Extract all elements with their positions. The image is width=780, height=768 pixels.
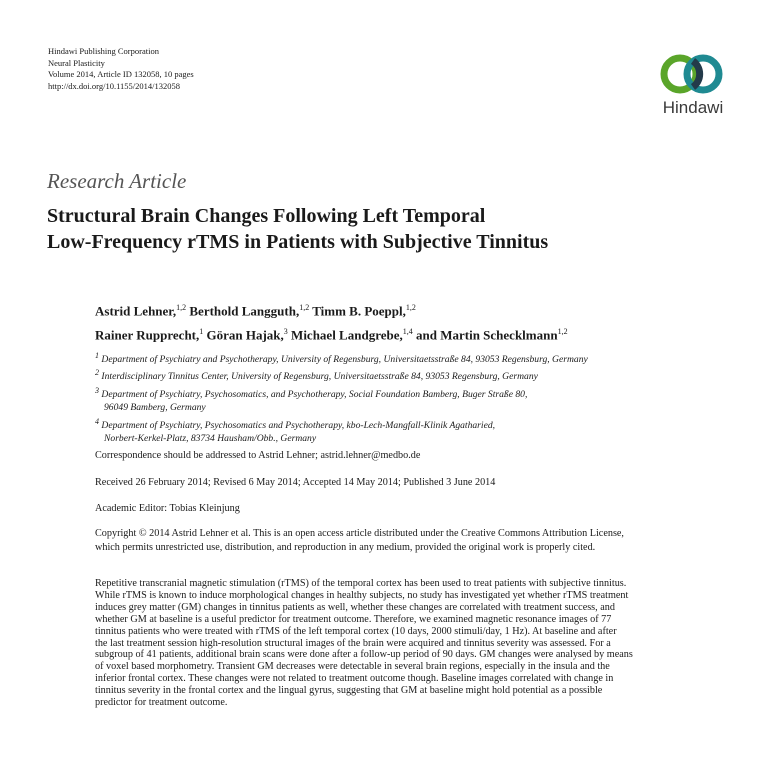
logo-wordmark: Hindawi	[662, 98, 724, 117]
author-affil: 1	[199, 327, 204, 337]
abstract	[95, 578, 705, 709]
abstract-line: subgroup of 41 patients, additional brain scans were done after a follow-up period of 90 days. GM changes were analysed by means	[95, 649, 633, 661]
affiliation	[95, 366, 588, 383]
affiliations	[95, 349, 588, 446]
academic-editor: Academic Editor: Tobias Kleinjung	[95, 503, 240, 514]
affiliation	[95, 349, 588, 366]
author-name: Astrid Lehner,	[95, 303, 177, 319]
affiliation	[95, 415, 588, 432]
copyright-line: which permits unrestricted use, distribution, and reproduction in any medium, provided the original work is properly cited.	[95, 542, 596, 553]
abstract-line: predictor for treatment outcome.	[95, 697, 228, 709]
abstract-line: tinnitus severity in the frontal cortex and the lingual gyrus, suggesting that GM at baseline might hold potential as a possible	[95, 685, 603, 697]
author-name: Göran Hajak,	[206, 327, 284, 343]
author-name: Rainer Rupprecht,	[95, 327, 200, 343]
affiliation-text: Interdisciplinary Tinnitus Center, University of Regensburg, Universitaetsstraße 84, 93053 Regensburg, Germany	[101, 371, 538, 383]
affiliation-text: Department of Psychiatry, Psychosomatics, and Psychotherapy, Social Foundation Bamberg, Buger Straße 80,	[101, 389, 528, 401]
author-name: and Martin Schecklmann	[416, 327, 558, 343]
affiliation-text: Department of Psychiatry, Psychosomatics and Psychotherapy, kbo-Lech-Mangfall-Klinik Agatharied,	[101, 419, 496, 431]
affiliation-continued: Norbert-Kerkel-Platz, 83734 Hausham/Obb., Germany	[104, 433, 317, 445]
affiliation-number: 4	[95, 416, 99, 426]
affiliation-number: 2	[95, 368, 99, 378]
copyright-notice	[95, 527, 624, 555]
abstract-line: induces grey matter (GM) changes in tinnitus patients as well, whether these changes are correlated with treatment success, and	[95, 601, 615, 613]
author-affil: 1,2	[299, 303, 310, 312]
abstract-line: whether GM at baseline is a useful predictor for treatment outcome. Therefore, we examined magnetic resonance images of 77	[95, 613, 612, 625]
abstract-line: the last treatment session high-resolution structural images of the brain were acquired and tinnitus severity was assessed. For a	[95, 637, 611, 649]
publication-dates: Received 26 February 2014; Revised 6 May 2014; Accepted 14 May 2014; Published 3 June 2014	[95, 477, 496, 488]
abstract-line: of voxel based morphometry. Transient GM decreases were detectable in several brain regions, especially in the insula and the	[95, 661, 610, 673]
affiliation-number: 1	[95, 351, 99, 360]
author-affil: 1,2	[557, 327, 568, 337]
doi-link[interactable]: http://dx.doi.org/10.1155/2014/132058	[48, 80, 180, 91]
title-line: Structural Brain Changes Following Left Temporal	[47, 205, 486, 227]
article-type: Research Article	[47, 169, 187, 193]
abstract-line: tinnitus patients who were treated with rTMS of the left temporal cortex (10 days, 2000 stimuli/day, 1 Hz). At baseline and after	[95, 625, 617, 637]
journal-metadata	[48, 46, 194, 92]
author-affil: 1,4	[402, 327, 413, 337]
affiliation-number: 3	[95, 385, 99, 395]
author-list	[95, 297, 568, 346]
abstract-line: While rTMS is known to induce morphological changes in healthy subjects, no study has investigated yet whether rTMS treatment	[95, 589, 629, 601]
title-line: Low-Frequency rTMS in Patients with Subjective Tinnitus	[47, 231, 549, 253]
affiliation	[95, 384, 588, 401]
affiliation-text: Department of Psychiatry and Psychotherapy, University of Regensburg, Universitaetsstraße 84, 93053 Regensburg, Germany	[101, 354, 588, 366]
abstract-line: Repetitive transcranial magnetic stimulation (rTMS) of the temporal cortex has been used to treat patients with subjective tinnitus.	[95, 578, 627, 589]
correspondence: Correspondence should be addressed to Astrid Lehner; astrid.lehner@medbo.de	[95, 450, 421, 461]
volume-info: Volume 2014, Article ID 132058, 10 pages	[48, 69, 194, 79]
author-line	[95, 321, 568, 345]
hindawi-logo	[652, 52, 734, 118]
author-name: Timm B. Poeppl,	[312, 303, 406, 319]
hindawi-rings-icon	[658, 52, 728, 96]
author-name: Berthold Langguth,	[189, 303, 300, 319]
author-line	[95, 297, 568, 321]
author-name: Michael Landgrebe,	[291, 327, 403, 343]
abstract-line: inferior frontal cortex. These changes were not related to treatment outcome though. Baseline images correlated with change in	[95, 673, 614, 685]
affiliation-continued: 96049 Bamberg, Germany	[104, 402, 206, 414]
author-affil: 1,2	[176, 303, 187, 312]
journal-name: Neural Plasticity	[48, 57, 105, 68]
article-title	[47, 203, 548, 255]
copyright-line: Copyright © 2014 Astrid Lehner et al. This is an open access article distributed under the Creative Commons Attribution License,	[95, 528, 624, 539]
publisher-name: Hindawi Publishing Corporation	[48, 46, 159, 56]
author-affil: 3	[283, 327, 288, 337]
author-affil: 1,2	[405, 303, 416, 312]
